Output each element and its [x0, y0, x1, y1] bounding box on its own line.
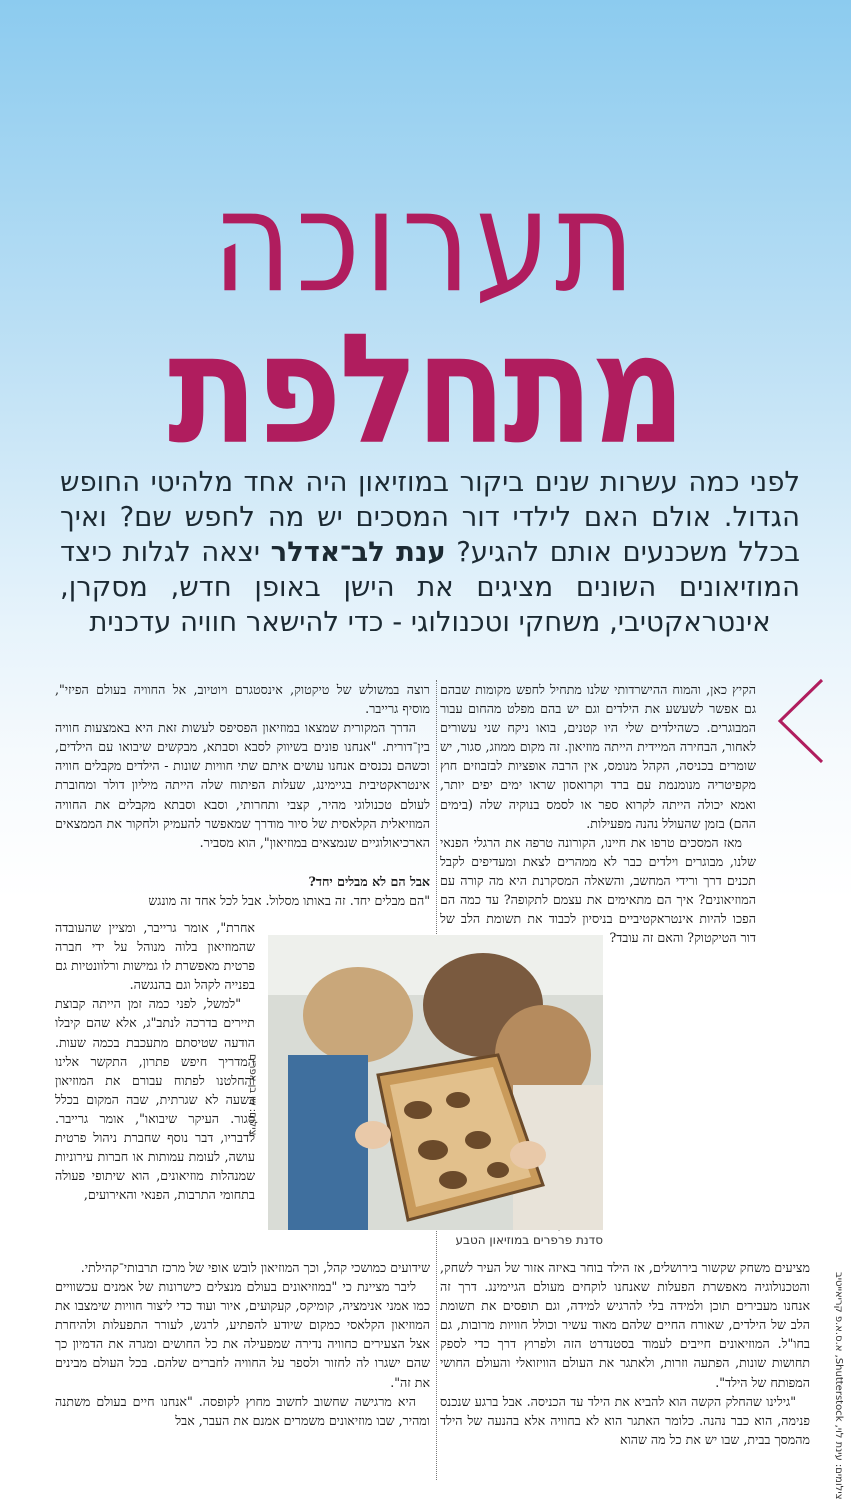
- article-paragraph: ליבר מציינת כי "במוזיאונים בעולם מנצלים כישרונות של אמנים עכשוויים כמו אמני אנימציה, קומיקס, קעקועים, איור ועוד כדי ליצור חוויות שימצבו את המוזיאון הקלאסי כמקום שיודע להפתיע, לרגש, לעורר התפעלות ולהיחרת אצל הצעירים כחוויה נדירה שמפעילה את כל החושים ומגרה את הדמיון כך שהם ישגרו לה לחזור ולספר על החוויה לחברים שלהם. בכל העולם מבינים את זה".: [55, 1279, 430, 1390]
- article-paragraph: מאז המסכים טרפו את חיינו, הקורונה טרפה את הרגלי הפנאי שלנו, מבוגרים וילדים כבר לא ממהרים לצאת ומעדיפים לקבל תכנים דרך ורידי המחשב, והשאלה המסקרנת היא מה קורה עם המוזיאונים? איך הם מתאימים את עצמם לתקופה? עד כמה הם הפכו להיות אינטראקטיביים בניסיון לכבוד את תשומת הלב של דור הטיקטוק? והאם זה עובד?: [440, 834, 756, 946]
- lead-part-2: יצאה לגלות כיצד המוזיאונים השונים מציגים את הישן באופן חדש, מסקרן, אינטראקטיבי, משחקי וטכנולוגי - כדי להישאר חוויה עדכנית: [60, 536, 800, 638]
- article-paragraph: היא מרגישה שחשוב לחשוב מחוץ לקופסה. "אנחנו חיים בעולם משתנה ומהיר, שבו מוזיאונים משמרים אמנם את העבר, אבל: [55, 1393, 430, 1428]
- article-paragraph: "הם מבלים יחד. זה באותו מסלול. אבל לכל אחד זה מונגש: [148, 893, 430, 909]
- article-paragraph: הדרך המקורית שמצאו במוזיאון הפסיפס לעשות זאת היא באמצעות חוויה בין־דורית. "אנחנו פונים בשיווק לסבא וסבתא, מבקשים שיבואו עם הילדים, וכשהם נכנסים אנחנו עושים איתם שתי חוויות שונות - הילדים מקבלים חוויה אינטראקטיבית בגיימינג, שעלות הפיתוח שלה הייתה מיליון דולר ומחוברת לעולם טכנולוגי מהיר, קצבי ותחרותי, וסבא וסבתא מקבלים את החוויה המוזיאלית הקלאסית של סיור מודרך שמאפשר להעמיק ולחקור את הממצאים הארכיאולוגיים שנמצאים במוזיאון", הוא מסביר.: [55, 720, 430, 850]
- butterfly-workshop-photo: [268, 935, 603, 1230]
- photo-caption: סדנת פרפרים במוזיאון הטבע: [455, 1233, 603, 1247]
- article-column-bottom-left: [55, 1258, 430, 1488]
- lead-paragraph: [60, 465, 800, 640]
- interview-question: אבל הם לא מבלים יחד?: [308, 874, 430, 889]
- article-column-bottom-right: [440, 1258, 810, 1488]
- headline-line-1: תערוכה: [212, 160, 639, 324]
- headline-line-2: מתחלפת: [167, 301, 684, 479]
- article-paragraph: אחרת", אומר גרייבר, ומציין שהעובדה שהמוזיאון בלוה מנוהל על ידי חברה פרטית מאפשרת לו גמישות ורלוונטיות גם בפנייה לקהל וגם בהנגשה.: [55, 920, 255, 993]
- article-column-left: [55, 680, 430, 880]
- article-paragraph: "גילינו שהחלק הקשה הוא להביא את הילד עד הכניסה. אבל ברגע שנכנס פנימה, הוא כבר נהנה. כלומר האתגר הוא לא בחוויה אלא בהנעה של הילד מהמסך בבית, שבו יש את כל מה שהוא: [440, 1393, 810, 1447]
- article-paragraph: הקיץ כאן, והמוח ההישרדותי שלנו מתחיל לחפש מקומות שבהם גם אפשר לשעשע את הילדים וגם יש בהם מפלט מהחום עבור המבוגרים. כשהילדים שלי היו קטנים, בואו ניקח שני עשורים לאחור, הבחירה המיידית הייתה מוזיאון. זה מקום ממוזג, סגור, יש שומרים בכניסה, הקהל מנומס, אין הרבה אופציות לבזבוזים חוץ מקפיטריה מנומנמת עם ברד וקרואסון שראו ימים יפים יותר, ואמא יכולה הייתה לקרוא ספר או לסמס בנוקיה שלה (בימים ההם) בזמן שהעולל נהנה מפעילות.: [440, 682, 756, 831]
- photo-credit: צילום: שי בן אפרים: [247, 1053, 258, 1135]
- article-paragraph: מציעים משחק שקשור בירושלים, אז הילד בוחר באיזה אזור של העיר לשחק, והטכנולוגיה מאפשרת הפעלות שאנחנו לוקחים מעולם הגיימינג. דרך זה אנחנו מעבירים תוכן ולמידה בלי להרגיש למידה, וגם תופסים את תשומת הלב של הילדים, שאורח החיים שלהם מאוד עשיר וכולל חוויות מרובות, גם בחו"ל. המוזיאונים חייבים לעמוד בסטנדרט הזה ולפרוץ דרך כדי לספק תחושות שונות, הפתעה וזרות, ולאתגר את העולם הוויזואלי והעולם החושי המפותח של הילד".: [440, 1260, 810, 1390]
- article-column-narrow: [55, 918, 255, 1258]
- chevron-left-icon: [776, 676, 826, 766]
- lead-part-1: לפני כמה עשרות שנים ביקור במוזיאון היה אחד מלהיטי החופש הגדול. אולם האם לילדי דור המסכים יש מה לחפש שם? ואיך בכלל משכנעים אותם להגיע?: [60, 466, 801, 568]
- author-name: ענת לב־אדלר: [270, 536, 446, 568]
- article-paragraph: "למשל, לפני כמה זמן הייתה קבוצת תיירים בדרכה לנתב"ג, אלא שהם קיבלו הודעה שטיסתם מתעכבת בכמה שעות. המדריך חיפש פתרון, התקשר אלינו והחלטנו לפתוח עבורם את המוזיאון בשעה לא שגרתית, שבה המקום בכלל סגור. העיקר שיבואו", אומר גרייבר. לדבריו, דבר נוסף שחברת ניהול פרטית עושה, לעומת עמותות או חברות עירוניות שמנהלות מוזיאונים, הוא שיתופי פעולה בתחומי התרבות, הפנאי והאירועים,: [55, 996, 255, 1203]
- interview-question-block: [55, 872, 430, 910]
- article-paragraph: רוצה במשולש של טיקטוק, אינסטגרם ויוטיוב, אל החוויה בעולם הפיזי", מוסיף גרייבר.: [55, 682, 430, 717]
- article-paragraph: שידועים כמושכי קהל, וכך המוזיאון לובש אופי של מרכז תרבותי־קהילתי.: [80, 1260, 430, 1275]
- headline: [0, 160, 851, 479]
- page-credit: צילומים: עינת לוי, Shutterstock, א.ס.א.פ קריאייטיב: [833, 1272, 844, 1500]
